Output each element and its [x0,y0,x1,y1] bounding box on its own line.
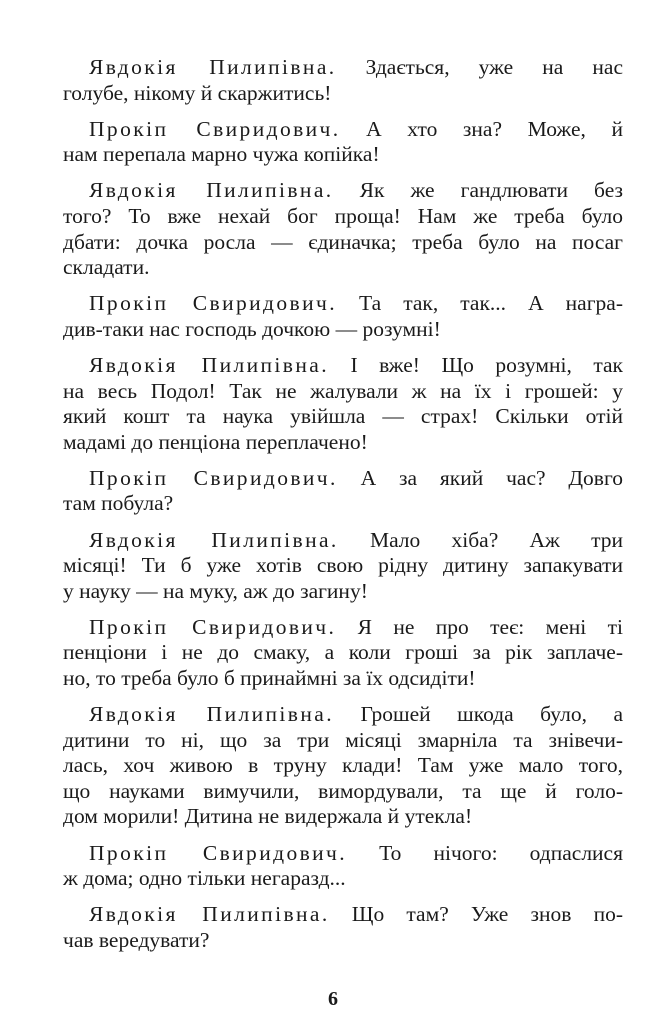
text-line [63,615,623,641]
speaker-name: Прокіп Свиридович. [89,116,341,141]
text-line [63,841,623,867]
speech-text: Та так, так... А награ- [336,291,623,316]
dialogue-paragraph [63,528,623,605]
speaker-name: Прокіп Свиридович. [89,465,338,490]
speech-text: Грошей шкода було, а [333,702,623,727]
text-line: дом морили! Дитина не видержала й утекла! [63,804,473,829]
text-line: голубе, нікому й скаржитись! [63,80,332,105]
text-line: но, то треба було б принаймні за їх одсидіти! [63,665,476,690]
text-line: складати. [63,255,150,280]
dialogue-paragraph [63,702,623,830]
speaker-name: Явдокія Пилипівна. [89,902,330,927]
text-line: дитини то ні, що за три місяці змарніла та знівечи- [63,727,623,752]
text-line: див-таки нас господь дочкою — розумні! [63,316,441,341]
text-line: що науками вимучили, вимордували, та ще й голо- [63,778,623,803]
text-line [63,117,623,143]
dialogue-paragraph [63,117,623,168]
text-line [63,291,623,317]
text-line [63,353,623,379]
dialogue-paragraph [63,841,623,892]
speech-text: А хто зна? Може, й [340,116,623,141]
speaker-name: Прокіп Свиридович. [89,291,337,316]
dialogue-paragraph [63,466,623,517]
dialogue-paragraph [63,178,623,280]
text-line: чав вередувати? [63,927,210,952]
text-line: на весь Подол! Так не жалували ж на їх і грошей: у [63,378,623,403]
speech-text: То нічого: одпаслися [347,840,623,865]
text-line: нам перепала марно чужа копійка! [63,142,380,167]
text-line: лась, хоч живою в труну клади! Там уже мало того, [63,753,623,778]
text-line [63,528,623,554]
text-line: у науку — на муку, аж до загину! [63,578,368,603]
dialogue-paragraph [63,55,623,106]
speech-text: А за який час? Довго [337,465,623,490]
text-line [63,178,623,204]
text-line: мадамі до пенціона переплачено! [63,429,368,454]
text-line: місяці! Ти б уже хотів свою рідну дитину запакувати [63,553,623,578]
text-line [63,902,623,928]
text-line: того? То вже нехай бог проща! Нам же треба було [63,203,623,228]
speaker-name: Явдокія Пилипівна. [89,352,329,377]
text-line [63,702,623,728]
speech-text: Що там? Уже знов по- [329,902,623,927]
speaker-name: Явдокія Пилипівна. [89,527,339,552]
text-line: там побула? [63,491,174,516]
speech-text: Мало хіба? Аж три [338,527,624,552]
dialogue-paragraph [63,353,623,455]
speaker-name: Прокіп Свиридович. [89,840,348,865]
page-body [63,55,623,964]
text-line: дбати: дочка росла — єдиначка; треба було на посаг [63,229,623,254]
speaker-name: Явдокія Пилипівна. [89,178,334,203]
text-line [63,466,623,492]
speech-text: Здається, уже на нас [336,55,623,79]
text-line [63,55,623,81]
text-line: пенціони і не до смаку, а коли гроші за рік заплаче- [63,640,623,665]
speech-text: Як же гандлювати без [333,178,623,203]
text-line: який кошт та наука увійшла — страх! Скільки отій [63,404,623,429]
dialogue-paragraph [63,902,623,953]
page-number: 6 [328,988,338,1010]
speaker-name: Явдокія Пилипівна. [89,55,337,79]
speaker-name: Явдокія Пилипівна. [89,702,334,727]
speech-text: Я не про теє: мені ті [336,614,623,639]
dialogue-paragraph [63,291,623,342]
dialogue-paragraph [63,615,623,692]
text-line: ж дома; одно тільки негаразд... [63,866,346,891]
speech-text: І вже! Що розумні, так [328,352,623,377]
speaker-name: Прокіп Свиридович. [89,614,337,639]
